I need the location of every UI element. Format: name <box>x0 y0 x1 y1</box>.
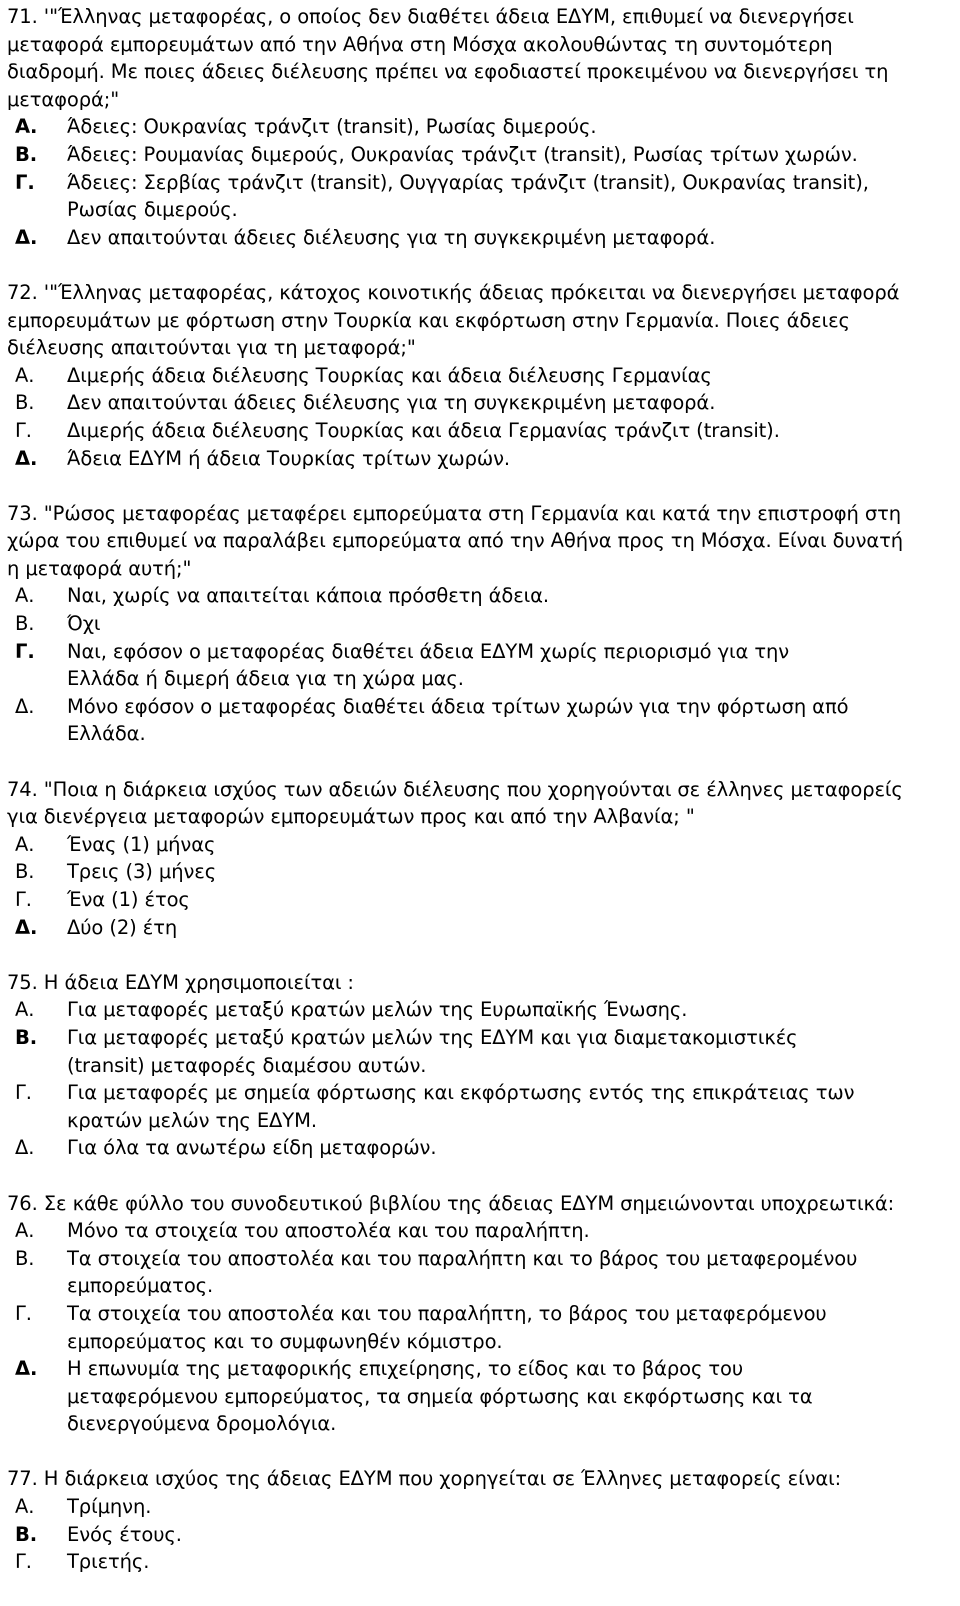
option-letter: Α. <box>15 363 35 387</box>
option-letter: Γ. <box>15 1301 32 1325</box>
option-letter: Α. <box>15 115 38 139</box>
option-line: Ελλάδα. <box>67 722 146 746</box>
option-letter: Β. <box>15 1522 38 1546</box>
option-line: εμπορεύματος και το συμφωνηθέν κόμιστρο. <box>67 1329 503 1353</box>
answer-option <box>7 582 955 610</box>
option-text <box>67 1548 955 1576</box>
answer-option <box>7 996 955 1024</box>
option-text <box>67 1079 955 1134</box>
question-line: μεταφορά εμπορευμάτων από την Αθήνα στη Μόσχα ακολουθώντας τη συντομότερη <box>7 32 833 56</box>
question-text <box>7 1465 955 1493</box>
option-letter: Β. <box>15 391 35 415</box>
option-letter: Α. <box>15 832 35 856</box>
answer-option <box>7 693 955 748</box>
answer-option <box>7 113 955 141</box>
option-letter: Δ. <box>15 446 38 470</box>
question-74 <box>7 776 955 942</box>
option-letter: Γ. <box>15 639 35 663</box>
question-line: 75. Η άδεια ΕΔΥΜ χρησιμοποιείται : <box>7 970 354 994</box>
option-letter: Α. <box>15 1219 35 1243</box>
option-line: Τρεις (3) μήνες <box>67 860 217 884</box>
option-text <box>67 417 955 445</box>
option-text <box>67 858 955 886</box>
option-line: Άδειες: Σερβίας τράνζιτ (transit), Ουγγαρίας τράνζιτ (transit), Ουκρανίας transit), <box>67 170 869 194</box>
answer-option <box>7 1548 955 1576</box>
question-75 <box>7 969 955 1162</box>
question-line: διέλευσης απαιτούνται για τη μεταφορά;" <box>7 336 416 360</box>
option-line: Ναι, χωρίς να απαιτείται κάποια πρόσθετη άδεια. <box>67 584 550 608</box>
option-text <box>67 582 955 610</box>
option-line: Άδεια ΕΔΥΜ ή άδεια Τουρκίας τρίτων χωρών. <box>67 446 511 470</box>
answer-option <box>7 389 955 417</box>
option-line: Δύο (2) έτη <box>67 915 178 939</box>
option-line: διενεργούμενα δρομολόγια. <box>67 1412 337 1436</box>
answer-option <box>7 638 955 693</box>
question-line: διαδρομή. Με ποιες άδειες διέλευσης πρέπει να εφοδιαστεί προκειμένου να διενεργήσει τη <box>7 60 889 84</box>
option-letter: Β. <box>15 612 35 636</box>
question-line: 72. '"Έλληνας μεταφορέας, κάτοχος κοινοτικής άδειας πρόκειται να διενεργήσει μεταφορά <box>7 280 900 304</box>
option-letter: Δ. <box>15 915 38 939</box>
question-77 <box>7 1465 955 1575</box>
question-text <box>7 500 955 583</box>
answer-options <box>7 996 955 1162</box>
option-line: Μόνο εφόσον ο μεταφορέας διαθέτει άδεια τρίτων χωρών για την φόρτωση από <box>67 694 849 718</box>
option-line: Ένα (1) έτος <box>67 888 190 911</box>
option-line: Ενός έτους. <box>67 1522 182 1546</box>
option-text <box>67 1134 955 1162</box>
option-line: κρατών μελών της ΕΔΥΜ. <box>67 1108 317 1132</box>
answer-option <box>7 1079 955 1134</box>
option-letter: Γ. <box>15 418 32 442</box>
question-line: 71. '"Έλληνας μεταφορέας, ο οποίος δεν διαθέτει άδεια ΕΔΥΜ, επιθυμεί να διενεργήσει <box>7 5 854 28</box>
answer-option <box>7 224 955 252</box>
option-line: Ένας (1) μήνας <box>67 832 216 856</box>
answer-options <box>7 362 955 472</box>
option-letter: Γ. <box>15 170 35 194</box>
answer-option <box>7 1355 955 1438</box>
answer-option <box>7 445 955 473</box>
exam-page <box>7 3 955 1576</box>
answer-option <box>7 1245 955 1300</box>
option-line: Τα στοιχεία του αποστολέα και του παραλήπτη και το βάρος του μεταφερομένου <box>67 1246 858 1270</box>
option-letter: Γ. <box>15 1081 32 1105</box>
option-line: Τριετής. <box>67 1550 150 1574</box>
option-line: Όχι <box>67 612 101 636</box>
answer-option <box>7 914 955 942</box>
option-line: (transit) μεταφορές διαμέσου αυτών. <box>67 1053 427 1077</box>
answer-option <box>7 169 955 224</box>
answer-option <box>7 362 955 390</box>
question-71 <box>7 3 955 251</box>
question-73 <box>7 500 955 748</box>
answer-option <box>7 1521 955 1549</box>
question-text <box>7 279 955 362</box>
option-text <box>67 996 955 1024</box>
option-line: εμπορεύματος. <box>67 1274 214 1298</box>
question-76 <box>7 1190 955 1438</box>
option-text <box>67 1493 955 1521</box>
option-letter: Δ. <box>15 1357 38 1381</box>
option-line: Διμερής άδεια διέλευσης Τουρκίας και άδεια διέλευσης Γερμανίας <box>67 363 712 387</box>
option-text <box>67 831 955 859</box>
option-text <box>67 224 955 252</box>
answer-option <box>7 831 955 859</box>
option-line: Η επωνυμία της μεταφορικής επιχείρησης, το είδος και το βάρος του <box>67 1357 744 1381</box>
option-text <box>67 445 955 473</box>
question-line: 74. "Ποια η διάρκεια ισχύος των αδειών διέλευσης που χορηγούνται σε έλληνες μεταφορείς <box>7 777 903 801</box>
question-line: εμπορευμάτων με φόρτωση στην Τουρκία και εκφόρτωση στην Γερμανία. Ποιες άδειες <box>7 308 850 332</box>
answer-option <box>7 1217 955 1245</box>
question-72 <box>7 279 955 472</box>
answer-option <box>7 417 955 445</box>
option-text <box>67 113 955 141</box>
question-text <box>7 3 955 113</box>
answer-options <box>7 831 955 941</box>
answer-options <box>7 1493 955 1576</box>
option-line: Τα στοιχεία του αποστολέα και του παραλήπτη, το βάρος του μεταφερόμενου <box>67 1301 827 1325</box>
question-line: χώρα του επιθυμεί να παραλάβει εμπορεύματα από την Αθήνα προς τη Μόσχα. Είναι δυνατή <box>7 529 904 553</box>
option-text <box>67 1521 955 1549</box>
question-line: 73. "Ρώσος μεταφορέας μεταφέρει εμπορεύματα στη Γερμανία και κατά την επιστροφή στη <box>7 501 902 525</box>
option-letter: Α. <box>15 1495 35 1519</box>
answer-option <box>7 1300 955 1355</box>
question-line: η μεταφορά αυτή;" <box>7 556 192 580</box>
option-text <box>67 1217 955 1245</box>
answer-option <box>7 1493 955 1521</box>
question-line: για διενέργεια μεταφορών εμπορευμάτων προς και από την Αλβανία; " <box>7 805 695 829</box>
answer-option <box>7 858 955 886</box>
option-text <box>67 141 955 169</box>
option-text <box>67 389 955 417</box>
option-text <box>67 610 955 638</box>
option-letter: Β. <box>15 142 38 166</box>
option-line: Ελλάδα ή διμερή άδεια για τη χώρα μας. <box>67 667 464 691</box>
option-line: Άδειες: Ουκρανίας τράνζιτ (transit), Ρωσίας διμερούς. <box>67 115 597 139</box>
option-line: Για όλα τα ανωτέρω είδη μεταφορών. <box>67 1136 437 1160</box>
answer-option <box>7 1024 955 1079</box>
answer-options <box>7 113 955 251</box>
option-text <box>67 1245 955 1300</box>
option-line: Για μεταφορές μεταξύ κρατών μελών της Ευρωπαϊκής Ένωσης. <box>67 998 688 1022</box>
answer-option <box>7 141 955 169</box>
option-letter: Β. <box>15 1246 35 1270</box>
question-line: 76. Σε κάθε φύλλο του συνοδευτικού βιβλίου της άδειας ΕΔΥΜ σημειώνονται υποχρεωτικά: <box>7 1191 895 1215</box>
option-text <box>67 914 955 942</box>
option-letter: Α. <box>15 998 35 1022</box>
option-line: Τρίμηνη. <box>67 1495 152 1519</box>
option-letter: Α. <box>15 584 35 608</box>
option-letter: Δ. <box>15 1136 35 1160</box>
option-text <box>67 638 955 693</box>
option-letter: Δ. <box>15 225 38 249</box>
option-line: Μόνο τα στοιχεία του αποστολέα και του παραλήπτη. <box>67 1219 590 1243</box>
option-line: Δεν απαιτούνται άδειες διέλευσης για τη συγκεκριμένη μεταφορά. <box>67 225 716 249</box>
option-text <box>67 1024 955 1079</box>
answer-option <box>7 886 955 914</box>
option-line: μεταφερόμενου εμπορεύματος, τα σημεία φόρτωσης και εκφόρτωσης και τα <box>67 1384 813 1408</box>
option-letter: Β. <box>15 860 35 884</box>
question-text <box>7 969 955 997</box>
question-line: 77. Η διάρκεια ισχύος της άδειας ΕΔΥΜ που χορηγείται σε Έλληνες μεταφορείς είναι: <box>7 1467 842 1491</box>
question-text <box>7 776 955 831</box>
option-text <box>67 1300 955 1355</box>
question-text <box>7 1190 955 1218</box>
option-text <box>67 362 955 390</box>
answer-options <box>7 1217 955 1438</box>
option-text <box>67 169 955 224</box>
question-line: μεταφορά;" <box>7 87 120 111</box>
answer-option <box>7 610 955 638</box>
option-line: Διμερής άδεια διέλευσης Τουρκίας και άδεια Γερμανίας τράνζιτ (transit). <box>67 418 780 442</box>
option-text <box>67 693 955 748</box>
option-text <box>67 1355 955 1438</box>
answer-options <box>7 582 955 748</box>
option-line: Για μεταφορές με σημεία φόρτωσης και εκφόρτωσης εντός της επικράτειας των <box>67 1081 855 1105</box>
option-letter: Γ. <box>15 1550 32 1574</box>
option-line: Δεν απαιτούνται άδειες διέλευσης για τη συγκεκριμένη μεταφορά. <box>67 391 716 415</box>
option-line: Για μεταφορές μεταξύ κρατών μελών της ΕΔΥΜ και για διαμετακομιστικές <box>67 1025 798 1049</box>
answer-option <box>7 1134 955 1162</box>
option-letter: Γ. <box>15 888 32 911</box>
option-letter: Β. <box>15 1025 38 1049</box>
option-line: Ναι, εφόσον ο μεταφορέας διαθέτει άδεια ΕΔΥΜ χωρίς περιορισμό για την <box>67 639 790 663</box>
option-letter: Δ. <box>15 694 35 718</box>
option-line: Άδειες: Ρουμανίας διμερούς, Ουκρανίας τράνζιτ (transit), Ρωσίας τρίτων χωρών. <box>67 142 858 166</box>
option-text <box>67 886 955 914</box>
option-line: Ρωσίας διμερούς. <box>67 198 238 222</box>
